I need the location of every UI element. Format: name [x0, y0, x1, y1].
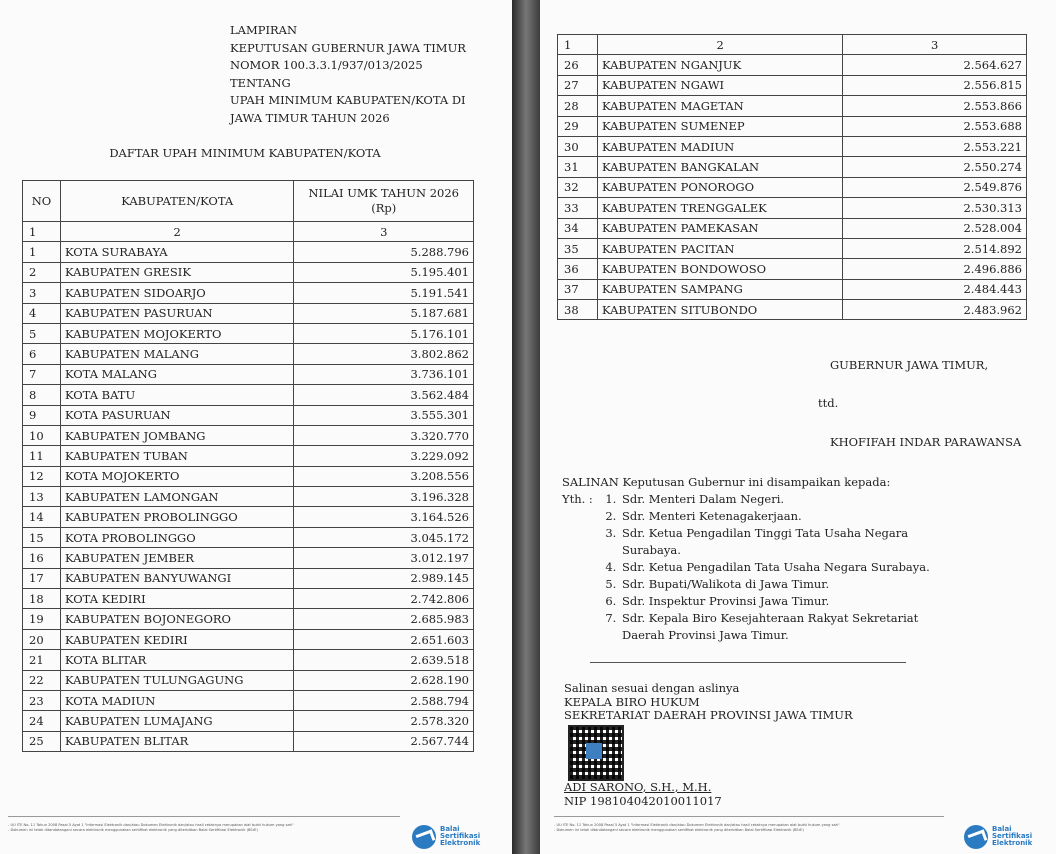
wage-value: 2.556.815	[843, 75, 1027, 95]
row-number: 16	[23, 548, 61, 568]
region-name: KABUPATEN MADIUN	[597, 136, 842, 156]
list-item: 4. Sdr. Ketua Pengadilan Tata Usaha Negara Surabaya.	[620, 559, 950, 576]
signatory-name: KHOFIFAH INDAR PARAWANSA	[830, 435, 1022, 449]
wage-value: 3.208.556	[294, 466, 474, 486]
wage-value: 3.736.101	[294, 364, 474, 384]
wage-value: 2.550.274	[843, 157, 1027, 177]
distribution-salutation: Yth. :	[562, 492, 593, 506]
region-name: KABUPATEN PONOROGO	[597, 177, 842, 197]
table-row	[23, 344, 474, 364]
wage-value: 2.528.004	[843, 218, 1027, 238]
table-row	[23, 323, 474, 343]
table-row	[23, 568, 474, 588]
row-number: 33	[558, 198, 598, 218]
row-number: 26	[558, 55, 598, 75]
table-row	[558, 96, 1027, 116]
header-line: KEPUTUSAN GUBERNUR JAWA TIMUR	[230, 40, 466, 55]
table-row	[558, 157, 1027, 177]
row-number: 27	[558, 75, 598, 95]
wage-value: 3.164.526	[294, 507, 474, 527]
table-row	[23, 650, 474, 670]
bsre-logo-text	[992, 826, 1032, 848]
table-row	[558, 279, 1027, 299]
attachment-header	[230, 22, 466, 127]
table-row	[23, 731, 474, 751]
table-body-right	[558, 55, 1027, 320]
row-number: 37	[558, 279, 598, 299]
logo-text-line: Elektronik	[992, 839, 1033, 848]
logo-text-line: Elektronik	[440, 839, 481, 848]
row-number: 32	[558, 177, 598, 197]
bsre-logo	[964, 825, 1056, 849]
index-cell: 2	[597, 35, 842, 55]
footer-rule	[554, 816, 944, 817]
row-number: 4	[23, 303, 61, 323]
region-name: KABUPATEN PASURUAN	[60, 303, 294, 323]
table-row	[23, 670, 474, 690]
table-row	[23, 446, 474, 466]
certification-block	[564, 682, 853, 723]
table-row	[558, 259, 1027, 279]
row-number: 9	[23, 405, 61, 425]
table-row	[23, 629, 474, 649]
table-row	[558, 198, 1027, 218]
table-row	[23, 711, 474, 731]
table-row	[23, 385, 474, 405]
table-row	[23, 690, 474, 710]
column-header-value-unit: (Rp)	[371, 201, 397, 215]
wage-value: 2.628.190	[294, 670, 474, 690]
row-number: 8	[23, 385, 61, 405]
wage-value: 2.989.145	[294, 568, 474, 588]
row-number: 18	[23, 589, 61, 609]
bsre-logo-text	[440, 826, 480, 848]
region-name: KABUPATEN JEMBER	[60, 548, 294, 568]
header-line: NOMOR 100.3.3.1/937/013/2025	[230, 58, 423, 72]
row-number: 24	[23, 711, 61, 731]
table-row	[23, 242, 474, 262]
list-item: 7. Sdr. Kepala Biro Kesejahteraan Rakyat Sekretariat Daerah Provinsi Jawa Timur.	[620, 610, 950, 644]
wage-value: 2.553.221	[843, 136, 1027, 156]
bsre-logo	[412, 825, 504, 849]
wage-value: 2.685.983	[294, 609, 474, 629]
table-row	[23, 609, 474, 629]
row-number: 5	[23, 323, 61, 343]
region-name: KABUPATEN SUMENEP	[597, 116, 842, 136]
row-number: 12	[23, 466, 61, 486]
region-name: KOTA MADIUN	[60, 690, 294, 710]
row-number: 22	[23, 670, 61, 690]
distribution-recipients	[562, 491, 950, 644]
wage-value: 3.562.484	[294, 385, 474, 405]
row-number: 13	[23, 487, 61, 507]
table-row	[23, 262, 474, 282]
row-number: 25	[23, 731, 61, 751]
list-item: 5. Sdr. Bupati/Walikota di Jawa Timur.	[620, 576, 950, 593]
table-body-left	[23, 242, 474, 752]
signature-title: GUBERNUR JAWA TIMUR,	[830, 358, 989, 372]
region-name: KABUPATEN NGANJUK	[597, 55, 842, 75]
certifier	[564, 780, 722, 808]
wage-value: 3.229.092	[294, 446, 474, 466]
region-name: KOTA KEDIRI	[60, 589, 294, 609]
separator-line	[590, 662, 906, 663]
table-row	[558, 116, 1027, 136]
certifier-nip: NIP 198104042010011017	[564, 794, 722, 808]
column-header-value-label: NILAI UMK TAHUN 2026	[308, 186, 459, 200]
logo-text-line: Balai	[992, 825, 1012, 833]
wage-value: 5.191.541	[294, 283, 474, 303]
row-number: 34	[558, 218, 598, 238]
wage-value: 2.484.443	[843, 279, 1027, 299]
region-name: KOTA BATU	[60, 385, 294, 405]
table-row	[558, 218, 1027, 238]
column-header-no: NO	[23, 181, 61, 222]
region-name: KABUPATEN GRESIK	[60, 262, 294, 282]
wage-table-part-2	[557, 34, 1027, 320]
row-number: 29	[558, 116, 598, 136]
region-name: KABUPATEN BOJONEGORO	[60, 609, 294, 629]
row-number: 30	[558, 136, 598, 156]
region-name: KABUPATEN LUMAJANG	[60, 711, 294, 731]
region-name: KABUPATEN SITUBONDO	[597, 300, 842, 320]
table-row	[558, 238, 1027, 258]
qr-code-emblem	[586, 743, 602, 759]
region-name: KABUPATEN BONDOWOSO	[597, 259, 842, 279]
region-name: KABUPATEN PACITAN	[597, 238, 842, 258]
region-name: KABUPATEN JOMBANG	[60, 425, 294, 445]
table-row	[23, 283, 474, 303]
footer-note-line: - Dokumen ini telah ditandatangani secara elektronik menggunakan sertifikat elektronik yang diterbitkan Balai Sertifikasi Elektronik (BSrE)	[8, 828, 258, 832]
table-row	[558, 177, 1027, 197]
list-item: 2. Sdr. Menteri Ketenagakerjaan.	[620, 508, 950, 525]
wage-value: 2.496.886	[843, 259, 1027, 279]
row-number: 38	[558, 300, 598, 320]
table-row	[23, 487, 474, 507]
certifier-name: ADI SARONO, S.H., M.H.	[564, 780, 712, 794]
logo-text-line: Sertifikasi	[992, 832, 1033, 841]
row-number: 36	[558, 259, 598, 279]
certification-line: Salinan sesuai dengan aslinya	[564, 681, 740, 695]
region-name: KABUPATEN SIDOARJO	[60, 283, 294, 303]
index-cell: 2	[60, 222, 294, 242]
wage-value: 5.176.101	[294, 323, 474, 343]
row-number: 3	[23, 283, 61, 303]
row-number: 19	[23, 609, 61, 629]
bsre-logo-icon	[412, 825, 436, 849]
row-number: 1	[23, 242, 61, 262]
wage-value: 3.555.301	[294, 405, 474, 425]
wage-value: 5.195.401	[294, 262, 474, 282]
certification-line: SEKRETARIAT DAERAH PROVINSI JAWA TIMUR	[564, 708, 853, 722]
footer-note-line: - Dokumen ini telah ditandatangani secara elektronik menggunakan sertifikat elektronik yang diterbitkan Balai Sertifikasi Elektronik (BSrE)	[554, 828, 804, 832]
region-name: KABUPATEN BANYUWANGI	[60, 568, 294, 588]
region-name: KOTA BLITAR	[60, 650, 294, 670]
header-line: LAMPIRAN	[230, 23, 298, 37]
footer-note-line: - UU ITE No. 11 Tahun 2008 Pasal 5 Ayat 1 "Informasi Elektronik dan/atau Dokumen Elektronik dan/atau hasil cetaknya merupakan alat bukti hukum yang sah"	[8, 823, 294, 827]
wage-value: 2.588.794	[294, 690, 474, 710]
wage-value: 2.651.603	[294, 629, 474, 649]
index-cell: 1	[558, 35, 598, 55]
region-name: KOTA PASURUAN	[60, 405, 294, 425]
header-line: UPAH MINIMUM KABUPATEN/KOTA DI	[230, 93, 466, 107]
column-header-value	[294, 181, 474, 222]
header-line: JAWA TIMUR TAHUN 2026	[230, 110, 390, 125]
row-number: 2	[23, 262, 61, 282]
table-row	[558, 75, 1027, 95]
region-name: KABUPATEN TUBAN	[60, 446, 294, 466]
region-name: KABUPATEN BANGKALAN	[597, 157, 842, 177]
wage-value: 2.553.688	[843, 116, 1027, 136]
list-item: 6. Sdr. Inspektur Provinsi Jawa Timur.	[620, 593, 950, 610]
region-name: KOTA PROBOLINGGO	[60, 527, 294, 547]
row-number: 11	[23, 446, 61, 466]
index-cell: 1	[23, 222, 61, 242]
wage-value: 5.288.796	[294, 242, 474, 262]
column-header-region: KABUPATEN/KOTA	[60, 181, 294, 222]
table-row	[23, 466, 474, 486]
table-row	[23, 589, 474, 609]
wage-value: 2.639.518	[294, 650, 474, 670]
footer-note	[554, 823, 934, 833]
wage-value: 2.549.876	[843, 177, 1027, 197]
region-name: KOTA SURABAYA	[60, 242, 294, 262]
wage-value: 3.320.770	[294, 425, 474, 445]
region-name: KABUPATEN NGAWI	[597, 75, 842, 95]
table-row	[558, 300, 1027, 320]
distribution-intro: SALINAN Keputusan Gubernur ini disampaikan kepada:	[562, 475, 891, 489]
wage-value: 5.187.681	[294, 303, 474, 323]
region-name: KABUPATEN BLITAR	[60, 731, 294, 751]
logo-text-line: Sertifikasi	[440, 832, 481, 841]
signature-mark: ttd.	[818, 396, 839, 410]
wage-value: 2.553.866	[843, 96, 1027, 116]
list-item: 1. Sdr. Menteri Dalam Negeri.	[620, 491, 950, 508]
wage-value: 3.045.172	[294, 527, 474, 547]
row-number: 23	[23, 690, 61, 710]
row-number: 15	[23, 527, 61, 547]
table-row	[23, 303, 474, 323]
bsre-logo-icon	[964, 825, 988, 849]
row-number: 20	[23, 629, 61, 649]
wage-value: 2.578.320	[294, 711, 474, 731]
region-name: KABUPATEN MAGETAN	[597, 96, 842, 116]
wage-value: 2.483.962	[843, 300, 1027, 320]
region-name: KOTA MOJOKERTO	[60, 466, 294, 486]
footer-note	[8, 823, 388, 833]
row-number: 7	[23, 364, 61, 384]
list-item: 3. Sdr. Ketua Pengadilan Tinggi Tata Usaha Negara Surabaya.	[620, 525, 950, 559]
region-name: KABUPATEN MOJOKERTO	[60, 323, 294, 343]
wage-value: 2.564.627	[843, 55, 1027, 75]
table-row	[23, 364, 474, 384]
certification-line: KEPALA BIRO HUKUM	[564, 694, 700, 709]
table-row	[558, 55, 1027, 75]
table-row	[23, 548, 474, 568]
row-number: 28	[558, 96, 598, 116]
index-cell: 3	[843, 35, 1027, 55]
table-row	[23, 527, 474, 547]
region-name: KABUPATEN TULUNGAGUNG	[60, 670, 294, 690]
row-number: 35	[558, 238, 598, 258]
wage-table-part-1	[22, 180, 474, 752]
logo-text-line: Balai	[440, 825, 460, 833]
wage-value: 3.196.328	[294, 487, 474, 507]
wage-value: 2.514.892	[843, 238, 1027, 258]
region-name: KABUPATEN TRENGGALEK	[597, 198, 842, 218]
document-page-right	[540, 0, 1056, 854]
row-number: 21	[23, 650, 61, 670]
table-row	[23, 507, 474, 527]
region-name: KABUPATEN SAMPANG	[597, 279, 842, 299]
row-number: 17	[23, 568, 61, 588]
header-line: TENTANG	[230, 75, 291, 90]
region-name: KABUPATEN PROBOLINGGO	[60, 507, 294, 527]
wage-value: 2.567.744	[294, 731, 474, 751]
document-page-left	[0, 0, 512, 854]
distribution-list	[562, 474, 950, 644]
region-name: KABUPATEN MALANG	[60, 344, 294, 364]
table-row	[23, 425, 474, 445]
region-name: KABUPATEN LAMONGAN	[60, 487, 294, 507]
region-name: KABUPATEN KEDIRI	[60, 629, 294, 649]
page-gap	[512, 0, 540, 854]
wage-value: 3.012.197	[294, 548, 474, 568]
index-cell: 3	[294, 222, 474, 242]
row-number: 14	[23, 507, 61, 527]
footer-rule	[8, 816, 400, 817]
table-row	[23, 405, 474, 425]
footer-note-line: - UU ITE No. 11 Tahun 2008 Pasal 5 Ayat 1 "Informasi Elektronik dan/atau Dokumen Elektronik dan/atau hasil cetaknya merupakan alat bukti hukum yang sah"	[554, 823, 840, 827]
region-name: KABUPATEN PAMEKASAN	[597, 218, 842, 238]
row-number: 10	[23, 425, 61, 445]
wage-value: 2.530.313	[843, 198, 1027, 218]
region-name: KOTA MALANG	[60, 364, 294, 384]
table-row	[558, 136, 1027, 156]
row-number: 6	[23, 344, 61, 364]
wage-value: 3.802.862	[294, 344, 474, 364]
row-number: 31	[558, 157, 598, 177]
wage-value: 2.742.806	[294, 589, 474, 609]
list-title: DAFTAR UPAH MINIMUM KABUPATEN/KOTA	[109, 146, 381, 160]
